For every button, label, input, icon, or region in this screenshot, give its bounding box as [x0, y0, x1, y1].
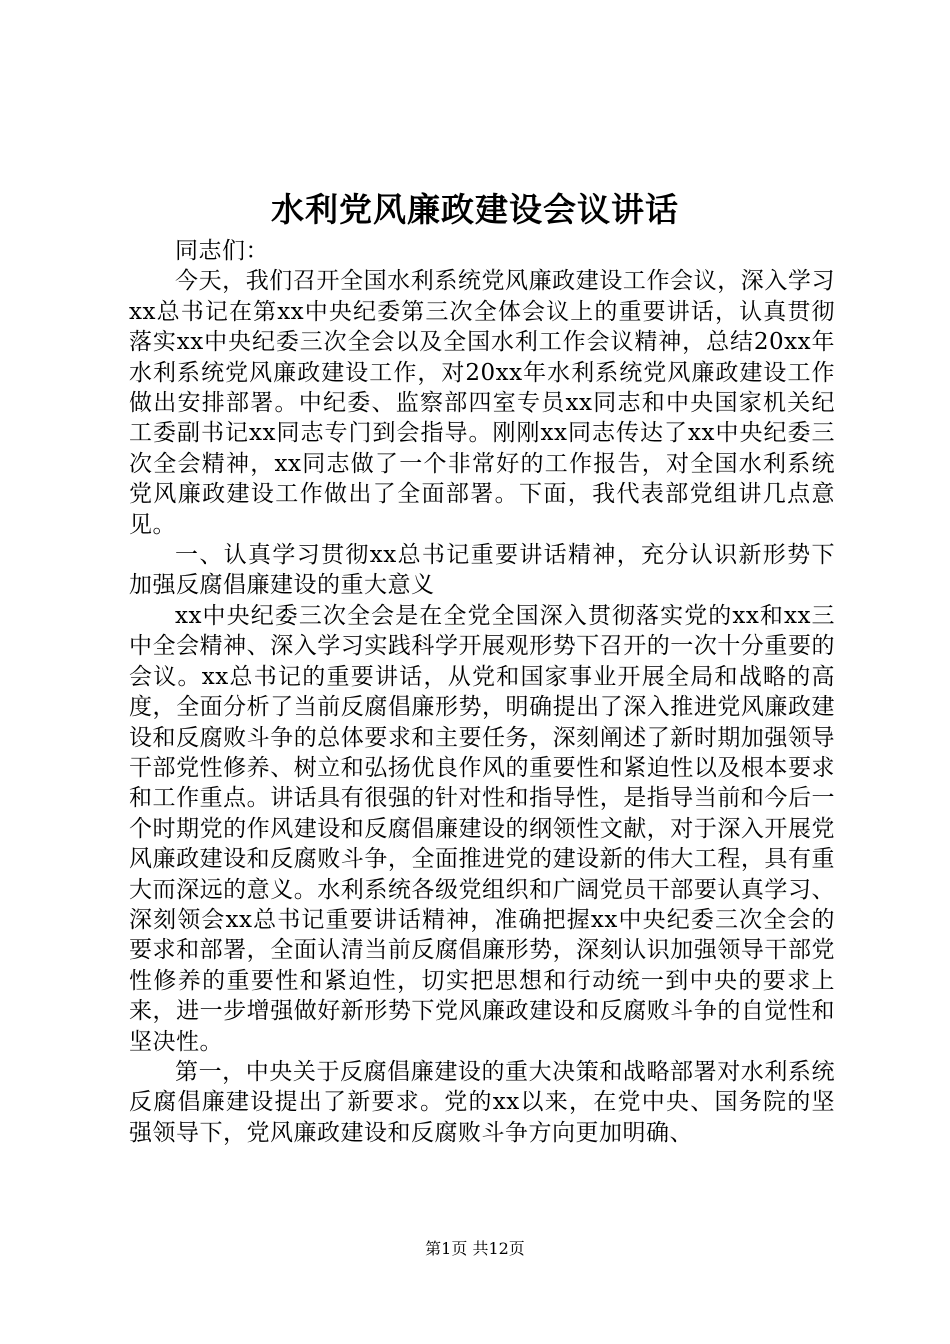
paragraph-intro: 今天，我们召开全国水利系统党风廉政建设工作会议，深入学习xx总书记在第xx中央纪委第三次全体会议上的重要讲话，认真贯彻落实xx中央纪委三次全会以及全国水利工作会议精神，总结20xx年水利系统党风廉政建设工作，对20xx年水利系统党风廉政建设工作做出安排部署。中纪委、监察部四室专员xx同志和中央国家机关纪工委副书记xx同志专门到会指导。刚刚xx同志传达了xx中央纪委三次全会精神，xx同志做了一个非常好的工作报告，对全国水利系统党风廉政建设工作做出了全面部署。下面，我代表部党组讲几点意见。 — [129, 268, 835, 538]
section-heading-1: 一、认真学习贯彻xx总书记重要讲话精神，充分认识新形势下加强反腐倡廉建设的重大意义 — [129, 542, 835, 599]
page-number-footer: 第1页 共12页 — [425, 1239, 525, 1258]
paragraph-section-1: xx中央纪委三次全会是在全党全国深入贯彻落实党的xx和xx三中全会精神、深入学习实践科学开展观形势下召开的一次十分重要的会议。xx总书记的重要讲话，从党和国家事业开展全局和战略的高度，全面分析了当前反腐倡廉形势，明确提出了深入推进党风廉政建设和反腐败斗争的总体要求和主要任务，深刻阐述了新时期加强领导干部党性修养、树立和弘扬优良作风的重要性和紧迫性以及根本要求和工作重点。讲话具有很强的针对性和指导性，是指导当前和今后一个时期党的作风建设和反腐倡廉建设的纲领性文献，对于深入开展党风廉政建设和反腐败斗争，全面推进党的建设新的伟大工程，具有重大而深远的意义。水利系统各级党组织和广阔党员干部要认真学习、深刻领会xx总书记重要讲话精神，准确把握xx中央纪委三次全会的要求和部署，全面认清当前反腐倡廉形势，深刻认识加强领导干部党性修养的重要性和紧迫性，切实把思想和行动统一到中央的要求上来，进一步增强做好新形势下党风廉政建设和反腐败斗争的自觉性和坚决性。 — [129, 602, 835, 1055]
paragraph-point-1: 第一，中央关于反腐倡廉建设的重大决策和战略部署对水利系统反腐倡廉建设提出了新要求。党的xx以来，在党中央、国务院的坚强领导下，党风廉政建设和反腐败斗争方向更加明确、 — [129, 1058, 835, 1146]
document-title: 水利党风廉政建设会议讲话 — [271, 190, 679, 229]
document-body — [129, 236, 835, 1148]
salutation: 同志们： — [175, 238, 269, 264]
